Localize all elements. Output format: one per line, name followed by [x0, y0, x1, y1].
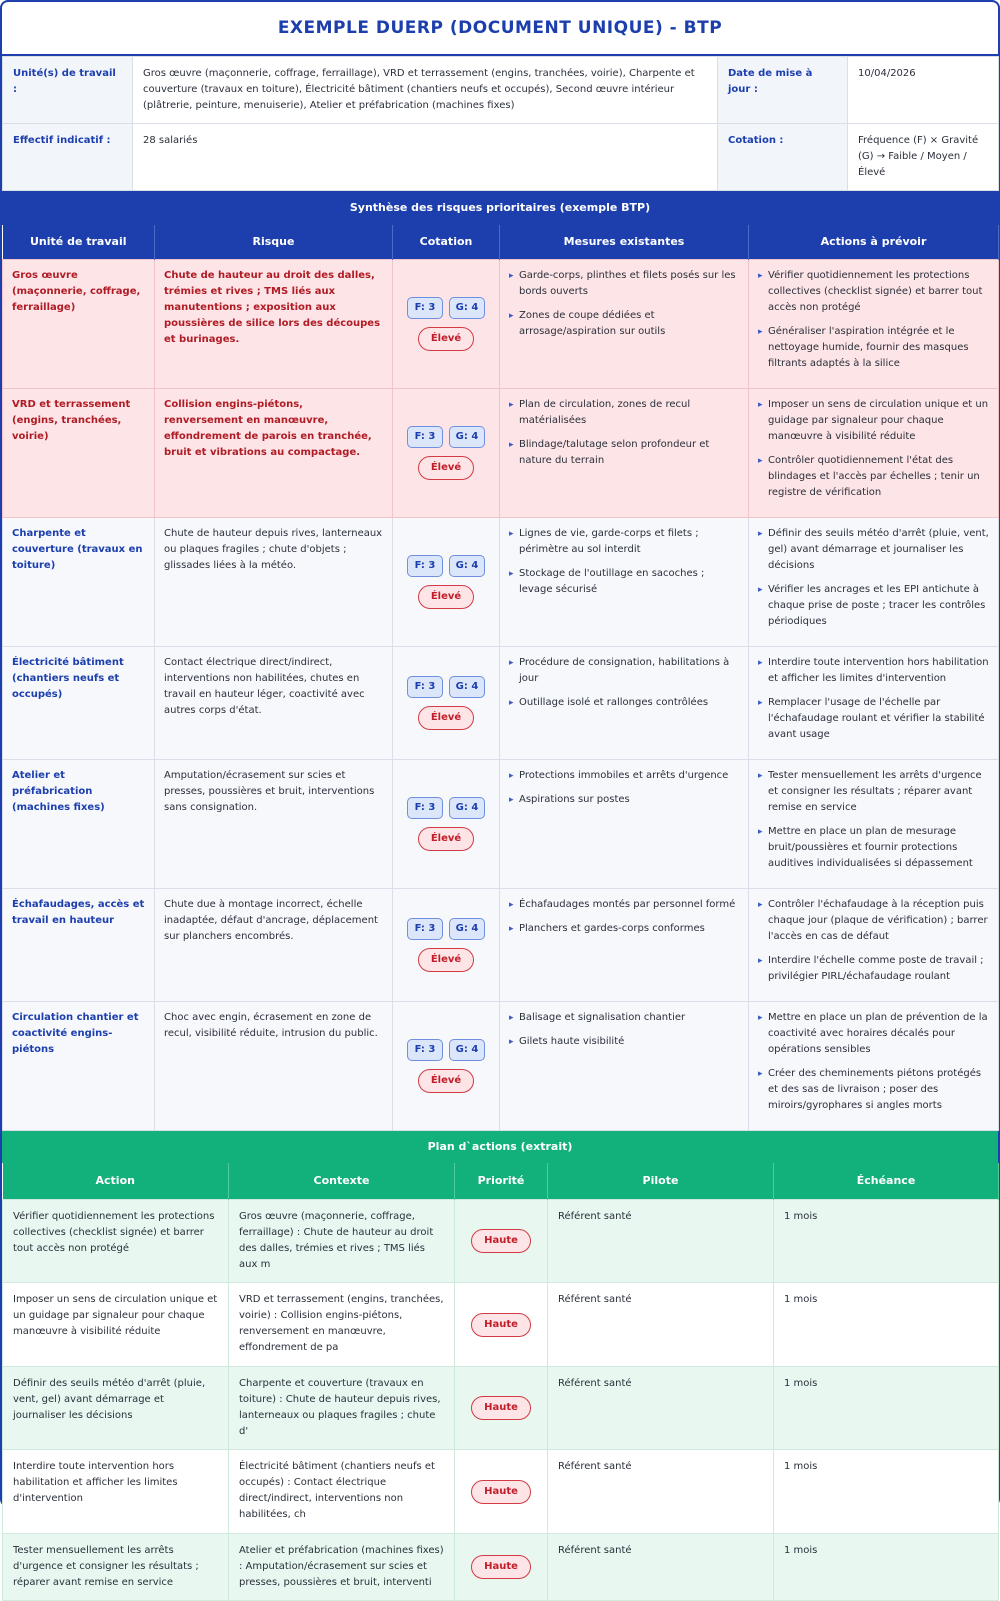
- risk-level-pill: Élevé: [418, 585, 474, 609]
- priority-pill: Haute: [471, 1229, 531, 1253]
- measure-item: ▸ Stockage de l'outillage en sacoches ; levage sécurisé: [509, 566, 739, 598]
- actions-list: [758, 897, 989, 985]
- plan-header-priority: Priorité: [455, 1163, 548, 1200]
- action-item: ▸ Généraliser l'aspiration intégrée et le nettoyage humide, fournir des masques filtrants adaptés à la silice: [758, 324, 989, 372]
- measure-item: ▸ Blindage/talutage selon profondeur et nature du terrain: [509, 437, 739, 469]
- priority-pill: Haute: [471, 1313, 531, 1337]
- risk-rating: [393, 889, 500, 1002]
- risk-description: Chute de hauteur au droit des dalles, trémies et rives ; TMS liés aux manutentions ; exposition aux poussières de silice lors des découpes et burinages.: [155, 260, 393, 389]
- risk-level-pill: Élevé: [418, 327, 474, 351]
- measure-item: ▸ Plan de circulation, zones de recul matérialisées: [509, 397, 739, 429]
- risk-rating: [393, 389, 500, 518]
- plan-due: 1 mois: [774, 1450, 999, 1534]
- risk-level-pill: Élevé: [418, 827, 474, 851]
- plan-pilot: Référent santé: [548, 1534, 774, 1601]
- action-item: ▸ Mettre en place un plan de prévention de la coactivité avec horaires décalés pour opérations sensibles: [758, 1010, 989, 1058]
- rating-badges: [402, 676, 490, 698]
- plan-action: Interdire toute intervention hors habilitation et afficher les limites d'intervention: [3, 1450, 229, 1534]
- priority-pill: Haute: [471, 1396, 531, 1420]
- action-item: ▸ Vérifier quotidiennement les protections collectives (checklist signée) et barrer tout accès non protégé: [758, 268, 989, 316]
- planned-actions: [749, 389, 999, 518]
- risk-rating: [393, 1002, 500, 1131]
- action-item: ▸ Interdire l'échelle comme poste de travail ; privilégier PIRL/échafaudage roulant: [758, 953, 989, 985]
- risk-rating: [393, 518, 500, 647]
- existing-measures: [500, 647, 749, 760]
- measure-item: ▸ Outillage isolé et rallonges contrôlées: [509, 695, 739, 711]
- rating-badges: [402, 918, 490, 940]
- action-item: ▸ Contrôler quotidiennement l'état des blindages et l'accès par échelles ; tenir un registre de vérification: [758, 453, 989, 501]
- date-value: 10/04/2026: [848, 57, 999, 124]
- planned-actions: [749, 760, 999, 889]
- severity-badge: G: 4: [449, 555, 485, 577]
- plan-row: [3, 1367, 999, 1450]
- plan-priority: [455, 1283, 548, 1367]
- plan-pilot: Référent santé: [548, 1450, 774, 1534]
- risk-level-pill: Élevé: [418, 1069, 474, 1093]
- plan-priority: [455, 1534, 548, 1601]
- risk-description: Choc avec engin, écrasement en zone de recul, visibilité réduite, intrusion du public.: [155, 1002, 393, 1131]
- actions-list: [758, 526, 989, 630]
- severity-badge: G: 4: [449, 797, 485, 819]
- risk-level-pill: Élevé: [418, 456, 474, 480]
- severity-badge: G: 4: [449, 676, 485, 698]
- plan-due: 1 mois: [774, 1200, 999, 1283]
- risk-unit: VRD et terrassement (engins, tranchées, voirie): [3, 389, 155, 518]
- measure-item: ▸ Échafaudages montés par personnel formé: [509, 897, 739, 913]
- measure-item: ▸ Balisage et signalisation chantier: [509, 1010, 739, 1026]
- measure-item: ▸ Zones de coupe dédiées et arrosage/aspiration sur outils: [509, 308, 739, 340]
- measures-list: [509, 655, 739, 711]
- risk-row: [3, 1002, 999, 1131]
- plan-pilot: Référent santé: [548, 1367, 774, 1450]
- frequency-badge: F: 3: [407, 797, 443, 819]
- frequency-badge: F: 3: [407, 918, 443, 940]
- planned-actions: [749, 647, 999, 760]
- risk-row: [3, 518, 999, 647]
- plan-context: Atelier et préfabrication (machines fixes) : Amputation/écrasement sur scies et presses, poussières et bruit, interventi: [229, 1534, 455, 1601]
- plan-priority: [455, 1200, 548, 1283]
- existing-measures: [500, 389, 749, 518]
- plan-due: 1 mois: [774, 1283, 999, 1367]
- plan-header-pilot: Pilote: [548, 1163, 774, 1200]
- action-item: ▸ Interdire toute intervention hors habilitation et afficher les limites d'intervention: [758, 655, 989, 687]
- plan-priority: [455, 1450, 548, 1534]
- measures-list: [509, 897, 739, 937]
- risk-header-measures: Mesures existantes: [500, 225, 749, 260]
- risk-level-pill: Élevé: [418, 948, 474, 972]
- measures-list: [509, 268, 739, 340]
- measures-list: [509, 768, 739, 808]
- date-label: Date de mise à jour :: [718, 57, 848, 124]
- units-value: Gros œuvre (maçonnerie, coffrage, ferraillage), VRD et terrassement (engins, tranchées, voirie), Charpente et couverture (travaux en toiture), Électricité bâtiment (chantiers neufs et occupés), Second œuvre intérieur (plâtrerie, peinture, menuiserie), Atelier et préfabrication (machines fixes): [133, 57, 718, 124]
- risk-header-actions: Actions à prévoir: [749, 225, 999, 260]
- frequency-badge: F: 3: [407, 555, 443, 577]
- plan-row: [3, 1200, 999, 1283]
- risk-unit: Échafaudages, accès et travail en hauteur: [3, 889, 155, 1002]
- action-item: ▸ Remplacer l'usage de l'échelle par l'échafaudage roulant et vérifier la stabilité avant usage: [758, 695, 989, 743]
- plan-action: Définir des seuils météo d'arrêt (pluie, vent, gel) avant démarrage et journaliser les décisions: [3, 1367, 229, 1450]
- plan-pilot: Référent santé: [548, 1283, 774, 1367]
- frequency-badge: F: 3: [407, 297, 443, 319]
- measure-item: ▸ Lignes de vie, garde-corps et filets ; périmètre au sol interdit: [509, 526, 739, 558]
- existing-measures: [500, 760, 749, 889]
- plan-section-title: Plan d`actions (extrait): [2, 1131, 998, 1163]
- plan-priority: [455, 1367, 548, 1450]
- rating-badges: [402, 797, 490, 819]
- plan-header-action: Action: [3, 1163, 229, 1200]
- risk-unit: Électricité bâtiment (chantiers neufs et occupés): [3, 647, 155, 760]
- risk-rating: [393, 260, 500, 389]
- plan-row: [3, 1283, 999, 1367]
- staff-value: 28 salariés: [133, 124, 718, 191]
- measures-list: [509, 397, 739, 469]
- plan-due: 1 mois: [774, 1534, 999, 1601]
- existing-measures: [500, 260, 749, 389]
- measure-item: ▸ Garde-corps, plinthes et filets posés sur les bords ouverts: [509, 268, 739, 300]
- action-item: ▸ Tester mensuellement les arrêts d'urgence et consigner les résultats ; réparer avant remise en service: [758, 768, 989, 816]
- severity-badge: G: 4: [449, 297, 485, 319]
- plan-row: [3, 1534, 999, 1601]
- action-item: ▸ Imposer un sens de circulation unique et un guidage par signaleur pour chaque manœuvre à visibilité réduite: [758, 397, 989, 445]
- plan-pilot: Référent santé: [548, 1200, 774, 1283]
- risk-header-risk: Risque: [155, 225, 393, 260]
- actions-list: [758, 1010, 989, 1114]
- plan-action: Vérifier quotidiennement les protections collectives (checklist signée) et barrer tout accès non protégé: [3, 1200, 229, 1283]
- severity-badge: G: 4: [449, 1039, 485, 1061]
- rating-badges: [402, 1039, 490, 1061]
- risk-description: Collision engins-piétons, renversement en manœuvre, effondrement de parois en tranchée, bruit et vibrations au compactage.: [155, 389, 393, 518]
- risk-description: Amputation/écrasement sur scies et presses, poussières et bruit, interventions sans consignation.: [155, 760, 393, 889]
- measures-list: [509, 1010, 739, 1050]
- rating-badges: [402, 426, 490, 448]
- action-item: ▸ Contrôler l'échafaudage à la réception puis chaque jour (plaque de vérification) ; barrer l'accès en cas de défaut: [758, 897, 989, 945]
- actions-list: [758, 268, 989, 372]
- rating-badges: [402, 555, 490, 577]
- severity-badge: G: 4: [449, 426, 485, 448]
- rating-badges: [402, 297, 490, 319]
- measure-item: ▸ Gilets haute visibilité: [509, 1034, 739, 1050]
- existing-measures: [500, 889, 749, 1002]
- plan-context: Gros œuvre (maçonnerie, coffrage, ferraillage) : Chute de hauteur au droit des dalles, trémies et rives ; TMS liés aux m: [229, 1200, 455, 1283]
- risk-unit: Atelier et préfabrication (machines fixes): [3, 760, 155, 889]
- units-label: Unité(s) de travail :: [3, 57, 133, 124]
- severity-badge: G: 4: [449, 918, 485, 940]
- risks-table: [2, 225, 999, 1131]
- document-title: EXEMPLE DUERP (DOCUMENT UNIQUE) - BTP: [2, 2, 998, 56]
- actions-list: [758, 397, 989, 501]
- measure-item: ▸ Aspirations sur postes: [509, 792, 739, 808]
- actions-list: [758, 655, 989, 743]
- risk-unit: Gros œuvre (maçonnerie, coffrage, ferraillage): [3, 260, 155, 389]
- plan-context: VRD et terrassement (engins, tranchées, voirie) : Collision engins-piétons, renversement en manœuvre, effondrement de pa: [229, 1283, 455, 1367]
- planned-actions: [749, 260, 999, 389]
- risks-section-title: Synthèse des risques prioritaires (exemple BTP): [2, 191, 998, 225]
- risk-row: [3, 889, 999, 1002]
- plan-context: Électricité bâtiment (chantiers neufs et occupés) : Contact électrique direct/indirect, interventions non habilitées, ch: [229, 1450, 455, 1534]
- existing-measures: [500, 518, 749, 647]
- risk-row: [3, 260, 999, 389]
- action-item: ▸ Créer des cheminements piétons protégés et des sas de livraison ; poser des miroirs/gyrophares si angles morts: [758, 1066, 989, 1114]
- risk-row: [3, 760, 999, 889]
- risk-description: Chute due à montage incorrect, échelle inadaptée, défaut d'ancrage, déplacement sur planchers encombrés.: [155, 889, 393, 1002]
- priority-pill: Haute: [471, 1480, 531, 1504]
- plan-context: Charpente et couverture (travaux en toiture) : Chute de hauteur depuis rives, lanterneaux ou plaques fragiles ; chute d': [229, 1367, 455, 1450]
- risk-rating: [393, 647, 500, 760]
- action-item: ▸ Mettre en place un plan de mesurage bruit/poussières et fournir protections auditives individualisées si dépassement: [758, 824, 989, 872]
- staff-label: Effectif indicatif :: [3, 124, 133, 191]
- measure-item: ▸ Protections immobiles et arrêts d'urgence: [509, 768, 739, 784]
- risk-description: Chute de hauteur depuis rives, lanterneaux ou plaques fragiles ; chute d'objets ; glissades liées à la météo.: [155, 518, 393, 647]
- plan-action: Tester mensuellement les arrêts d'urgence et consigner les résultats ; réparer avant remise en service: [3, 1534, 229, 1601]
- rating-value: Fréquence (F) × Gravité (G) → Faible / Moyen / Élevé: [848, 124, 999, 191]
- priority-pill: Haute: [471, 1555, 531, 1579]
- planned-actions: [749, 518, 999, 647]
- risk-row: [3, 647, 999, 760]
- action-item: ▸ Définir des seuils météo d'arrêt (pluie, vent, gel) avant démarrage et journaliser les décisions: [758, 526, 989, 574]
- risk-row: [3, 389, 999, 518]
- plan-action: Imposer un sens de circulation unique et un guidage par signaleur pour chaque manœuvre à visibilité réduite: [3, 1283, 229, 1367]
- frequency-badge: F: 3: [407, 1039, 443, 1061]
- plan-row: [3, 1450, 999, 1534]
- actions-list: [758, 768, 989, 872]
- planned-actions: [749, 1002, 999, 1131]
- measure-item: ▸ Planchers et gardes-corps conformes: [509, 921, 739, 937]
- risk-header-unit: Unité de travail: [3, 225, 155, 260]
- frequency-badge: F: 3: [407, 426, 443, 448]
- measures-list: [509, 526, 739, 598]
- action-item: ▸ Vérifier les ancrages et les EPI antichute à chaque prise de poste ; tracer les contrôles périodiques: [758, 582, 989, 630]
- plan-due: 1 mois: [774, 1367, 999, 1450]
- risk-header-rating: Cotation: [393, 225, 500, 260]
- existing-measures: [500, 1002, 749, 1131]
- risk-rating: [393, 760, 500, 889]
- risk-description: Contact électrique direct/indirect, interventions non habilitées, chutes en travail en hauteur léger, coactivité avec autres corps d'état.: [155, 647, 393, 760]
- plan-table: [2, 1163, 999, 1601]
- measure-item: ▸ Procédure de consignation, habilitations à jour: [509, 655, 739, 687]
- planned-actions: [749, 889, 999, 1002]
- frequency-badge: F: 3: [407, 676, 443, 698]
- rating-label: Cotation :: [718, 124, 848, 191]
- meta-table: [2, 56, 999, 191]
- risk-unit: Circulation chantier et coactivité engins-piétons: [3, 1002, 155, 1131]
- risk-level-pill: Élevé: [418, 706, 474, 730]
- plan-header-context: Contexte: [229, 1163, 455, 1200]
- risk-unit: Charpente et couverture (travaux en toiture): [3, 518, 155, 647]
- plan-header-due: Échéance: [774, 1163, 999, 1200]
